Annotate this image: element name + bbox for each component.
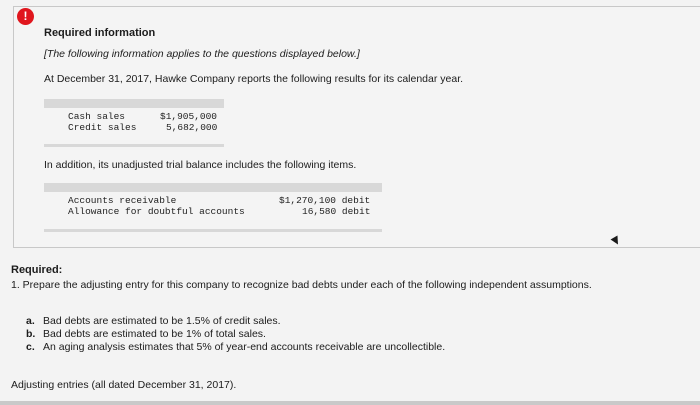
table-header-band xyxy=(44,183,382,192)
trial-balance-table xyxy=(44,183,382,232)
table-footer-band xyxy=(44,229,382,232)
bottom-divider xyxy=(0,401,700,405)
assumption-text: Bad debts are estimated to be 1% of total sales. xyxy=(43,328,266,340)
assumption-item xyxy=(26,341,445,353)
sales-table xyxy=(44,99,224,147)
addition-text: In addition, its unadjusted trial balance includes the following items. xyxy=(44,159,357,171)
trial-row-label: Allowance for doubtful accounts xyxy=(68,206,245,217)
intro-text: At December 31, 2017, Hawke Company reports the following results for its calendar year. xyxy=(44,73,464,85)
alert-icon: ! xyxy=(17,8,34,25)
assumption-item xyxy=(26,315,281,327)
question-text: 1. Prepare the adjusting entry for this company to recognize bad debts under each of the following independent assumptions. xyxy=(11,279,592,291)
adjusting-entries-heading: Adjusting entries (all dated December 31, 2017). xyxy=(11,379,237,391)
assumption-item xyxy=(26,328,266,340)
table-footer-band xyxy=(44,144,224,147)
table-header-band xyxy=(44,99,224,108)
required-label: Required: xyxy=(11,264,63,276)
info-note: [The following information applies to the questions displayed below.] xyxy=(44,48,360,60)
sales-row-value: 5,682,000 xyxy=(166,122,218,133)
assumption-letter: b. xyxy=(26,328,36,340)
required-information-title: Required information xyxy=(44,27,156,39)
sales-row-label: Cash sales xyxy=(68,111,126,122)
trial-row-value: 16,580 debit xyxy=(302,206,371,217)
sales-row-label: Credit sales xyxy=(68,122,137,133)
required-information-panel xyxy=(13,6,700,248)
sales-row-value: $1,905,000 xyxy=(160,111,218,122)
trial-row-value: $1,270,100 debit xyxy=(279,195,371,206)
assumption-letter: c. xyxy=(26,341,35,353)
assumption-letter: a. xyxy=(26,315,35,327)
trial-row-label: Accounts receivable xyxy=(68,195,177,206)
assumption-text: Bad debts are estimated to be 1.5% of credit sales. xyxy=(43,315,281,327)
assumption-text: An aging analysis estimates that 5% of year-end accounts receivable are uncollectible. xyxy=(43,341,446,353)
